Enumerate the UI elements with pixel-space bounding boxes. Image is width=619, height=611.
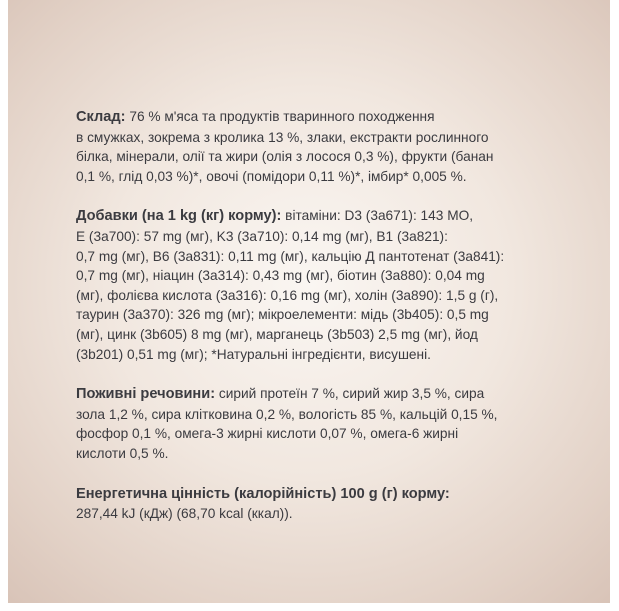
- text-line: [76, 107, 576, 128]
- section-label: Склад:: [76, 109, 126, 125]
- text-line: кислоти 0,5 %.: [76, 445, 169, 461]
- section-text: вітаміни: D3 (3a671): 143 МО,: [281, 208, 474, 224]
- text-line: E (3a700): 57 mg (мг), K3 (3a710): 0,14 mg (мг), B1 (3a821):: [76, 228, 448, 244]
- section-label: Добавки (на 1 kg (кг) корму):: [76, 208, 282, 225]
- text-line: в смужках, зокрема з кролика 13 %, злаки, екстракти рослинного: [76, 129, 489, 145]
- section-label: Поживні речовини:: [76, 386, 216, 403]
- section-nutrients: [76, 384, 576, 463]
- section-additives: [76, 206, 576, 364]
- composition-text: [76, 107, 576, 544]
- text-line: (мг), цинк (3b605) 8 mg (мг), марганець (3b503) 2,5 mg (мг), йод: [76, 326, 478, 342]
- text-line: 287,44 kJ (кДж) (68,70 kcal (ккал)).: [76, 506, 293, 522]
- text-line: білка, мінерали, олії та жири (олія з лосося 0,3 %), фрукти (банан: [76, 149, 494, 165]
- text-line: зола 1,2 %, сира клітковина 0,2 %, вологість 85 %, кальцій 0,15 %,: [76, 406, 498, 422]
- text-line: 0,7 mg (мг), ніацин (3a314): 0,43 mg (мг), біотин (3a880): 0,04 mg: [76, 268, 485, 284]
- composition-panel: [8, 0, 610, 603]
- section-text: 76 % м'яса та продуктів тваринного походження: [125, 109, 435, 124]
- section-energy: [76, 484, 576, 524]
- text-line: таурин (3a370): 326 mg (мг); мікроелементи: мідь (3b405): 0,5 mg: [76, 307, 489, 323]
- text-line: [76, 484, 576, 505]
- text-line: (3b201) 0,51 mg (мг); *Натуральні інгредієнти, висушені.: [76, 346, 431, 362]
- text-line: 0,7 mg (мг), B6 (3a831): 0,11 mg (мг), кальцію Д пантотенат (3a841):: [76, 248, 505, 264]
- text-line: [76, 384, 576, 405]
- section-label: Енергетична цінність (калорійність) 100 g (г) корму:: [76, 485, 450, 502]
- text-line: [76, 206, 576, 227]
- section-text: сирий протеїн 7 %, сирий жир 3,5 %, сира: [215, 386, 485, 402]
- text-line: (мг), фолієва кислота (3a316): 0,16 mg (мг), холін (3a890): 1,5 g (г),: [76, 287, 499, 303]
- text-line: 0,1 %, глід 0,03 %)*, овочі (помідори 0,11 %)*, імбир* 0,005 %.: [76, 168, 467, 184]
- section-composition: [76, 107, 576, 186]
- text-line: фосфор 0,1 %, омега-3 жирні кислоти 0,07 %, омега-6 жирні: [76, 426, 459, 442]
